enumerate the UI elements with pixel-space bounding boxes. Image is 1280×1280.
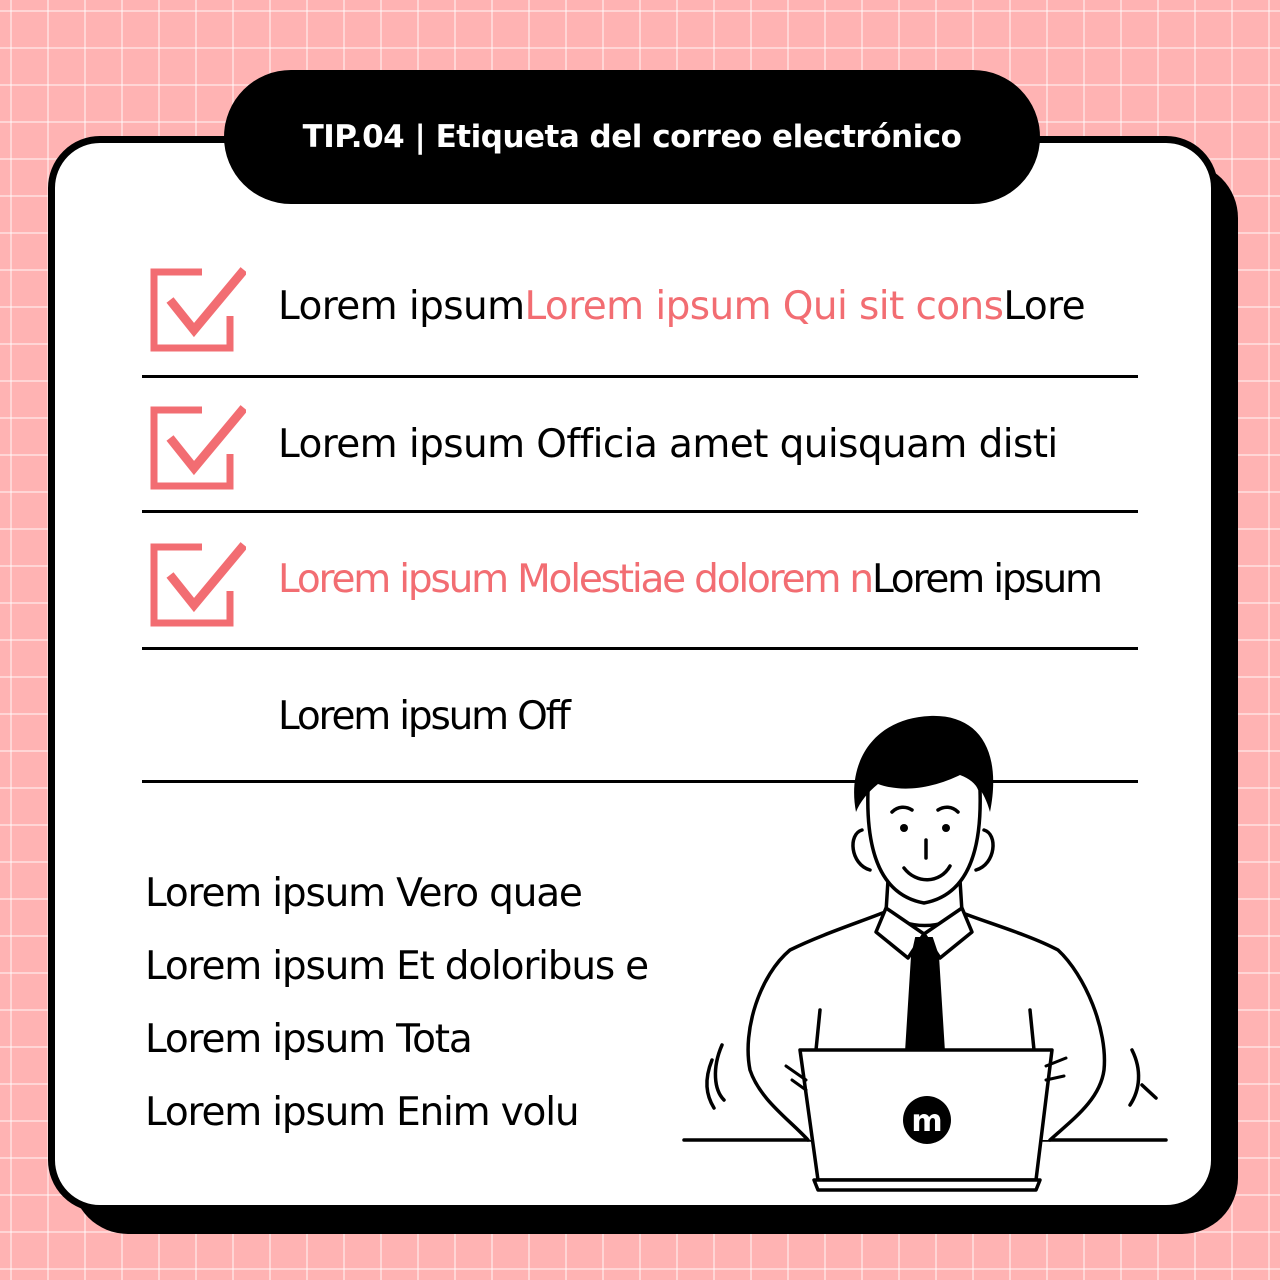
text-segment: Lorem ipsum [871,557,1101,602]
checkbox-checked-icon [150,541,246,629]
text-segment: Lorem ipsum [278,284,525,329]
page-title: TIP.04 | Etiqueta del correo electrónico [302,119,962,155]
highlight-segment: Lorem ipsum Qui sit cons [524,284,1004,329]
checklist-item-text [278,557,1101,602]
highlight-segment: Lorem ipsum Molestiae dolorem n [278,557,872,602]
checklist-item [142,378,1138,513]
text-segment: Lorem ipsum Off [278,694,569,739]
checkbox-checked-icon [150,404,246,492]
title-banner [224,70,1040,204]
bottom-text-list [145,862,648,1154]
checkbox-checked-icon [150,266,246,354]
text-segment: Lorem ipsum Officia amet quisquam disti [278,422,1058,467]
text-segment: Lore [1003,284,1086,329]
man-at-laptop-illustration [680,710,1180,1200]
list-item: Lorem ipsum Enim volu [145,1090,579,1135]
checklist-item [142,513,1138,650]
list-item: Lorem ipsum Et doloribus e [145,944,648,989]
checklist-item [142,262,1138,378]
checklist-item-text [278,422,1058,467]
checklist-item-text [278,284,1085,329]
list-item: Lorem ipsum Vero quae [145,871,582,916]
list-item: Lorem ipsum Tota [145,1017,472,1062]
checklist-item-text [278,694,569,739]
laptop-logo-letter: m [911,1104,943,1139]
